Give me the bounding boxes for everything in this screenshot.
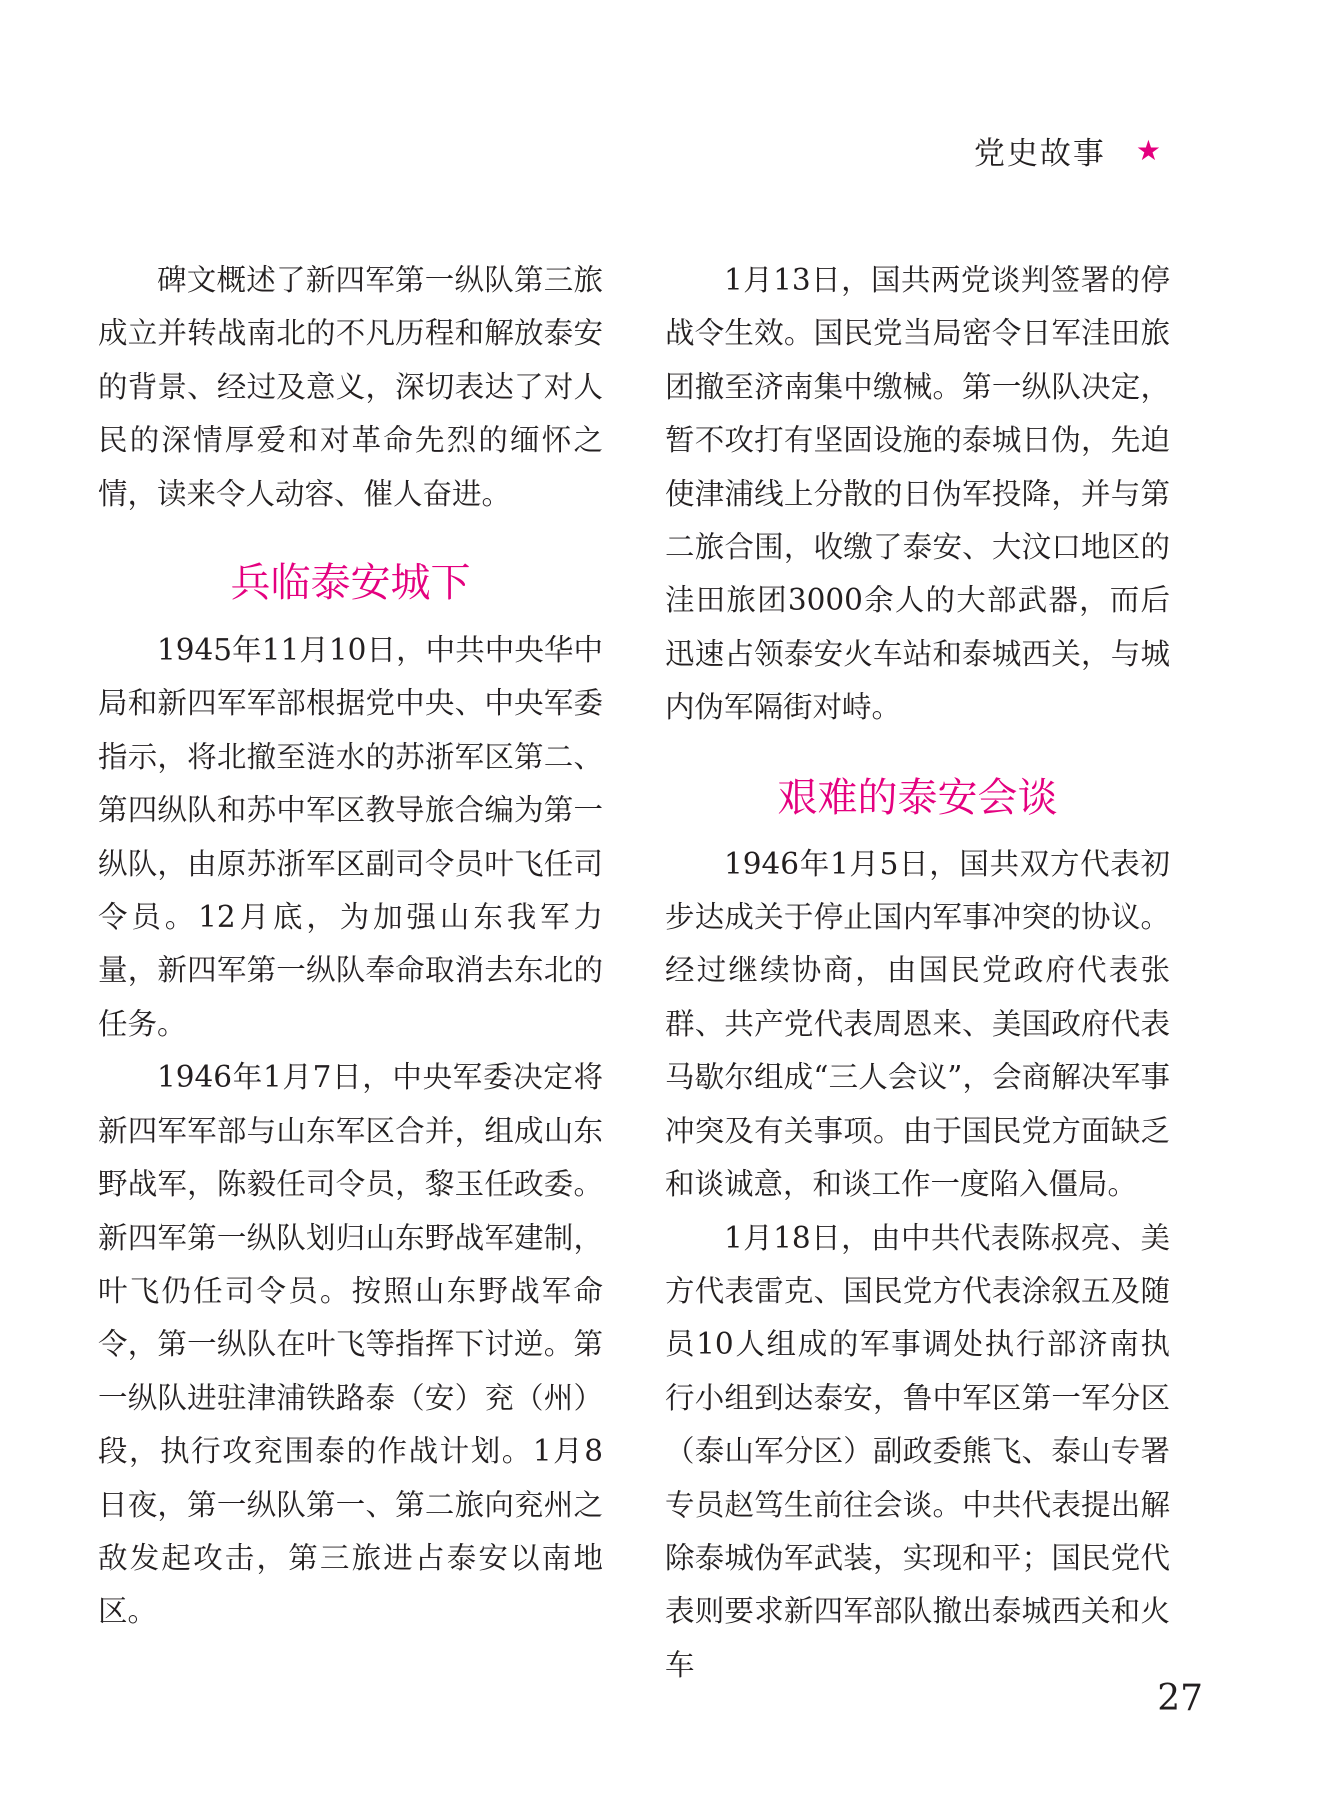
section-heading: 艰难的泰安会谈 — [777, 774, 1058, 821]
left-column — [98, 254, 603, 1639]
running-header — [974, 128, 1163, 173]
paragraph: 1946年1月5日，国共双方代表初步达成关于停止国内军事冲突的协议。经过继续协商，由国民党政府代表张群、共产党代表周恩来、美国政府代表马歇尔组成“三人会议”，会商解决军事冲突及有关事项。由于国民党方面缺乏和谈诚意，和谈工作一度陷入僵局。 — [665, 846, 1170, 1202]
paragraph: 1945年11月10日，中共中央华中局和新四军军部根据党中央、中央军委指示，将北撤至涟水的苏浙军区第二、第四纵队和苏中军区教导旅合编为第一纵队，由原苏浙军区副司令员叶飞任司令员。12月底，为加强山东我军力量，新四军第一纵队奉命取消去东北的任务。 — [98, 633, 603, 1041]
page-number: 27 — [1157, 1678, 1203, 1719]
paragraph: 1946年1月7日，中央军委决定将新四军军部与山东军区合并，组成山东野战军，陈毅任司令员，黎玉任政委。新四军第一纵队划归山东野战军建制，叶飞仍任司令员。按照山东野战军命令，第一纵队在叶飞等指挥下讨逆。第一纵队进驻津浦铁路泰（安）兖（州）段，执行攻兖围泰的作战计划。1月8日夜，第一纵队第一、第二旅向兖州之敌发起攻击，第三旅进占泰安以南地区。 — [98, 1060, 603, 1629]
paragraph: 1月18日，由中共代表陈叔亮、美方代表雷克、国民党方代表涂叙五及随员10人组成的军事调处执行部济南执行小组到达泰安，鲁中军区第一军分区（泰山军分区）副政委熊飞、泰山专署专员赵笃生前往会谈。中共代表提出解除泰城伪军武装，实现和平；国民党代表则要求新四军部队撤出泰城西关和火车 — [665, 1220, 1170, 1682]
right-column — [665, 254, 1170, 1692]
star-icon: ★ — [1135, 134, 1163, 167]
section-heading: 兵临泰安城下 — [230, 560, 471, 607]
paragraph: 1月13日，国共两党谈判签署的停战令生效。国民党当局密令日军洼田旅团撤至济南集中缴械。第一纵队决定，暂不攻打有坚固设施的泰城日伪，先迫使津浦线上分散的日伪军投降，并与第二旅合围，收缴了泰安、大汶口地区的洼田旅团3000余人的大部武器，而后迅速占领泰安火车站和泰城西关，与城内伪军隔街对峙。 — [665, 263, 1170, 725]
paragraph: 碑文概述了新四军第一纵队第三旅成立并转战南北的不凡历程和解放泰安的背景、经过及意义，深切表达了对人民的深情厚爱和对革命先烈的缅怀之情，读来令人动容、催人奋进。 — [98, 263, 603, 511]
section-title: 党史故事 — [973, 136, 1106, 172]
